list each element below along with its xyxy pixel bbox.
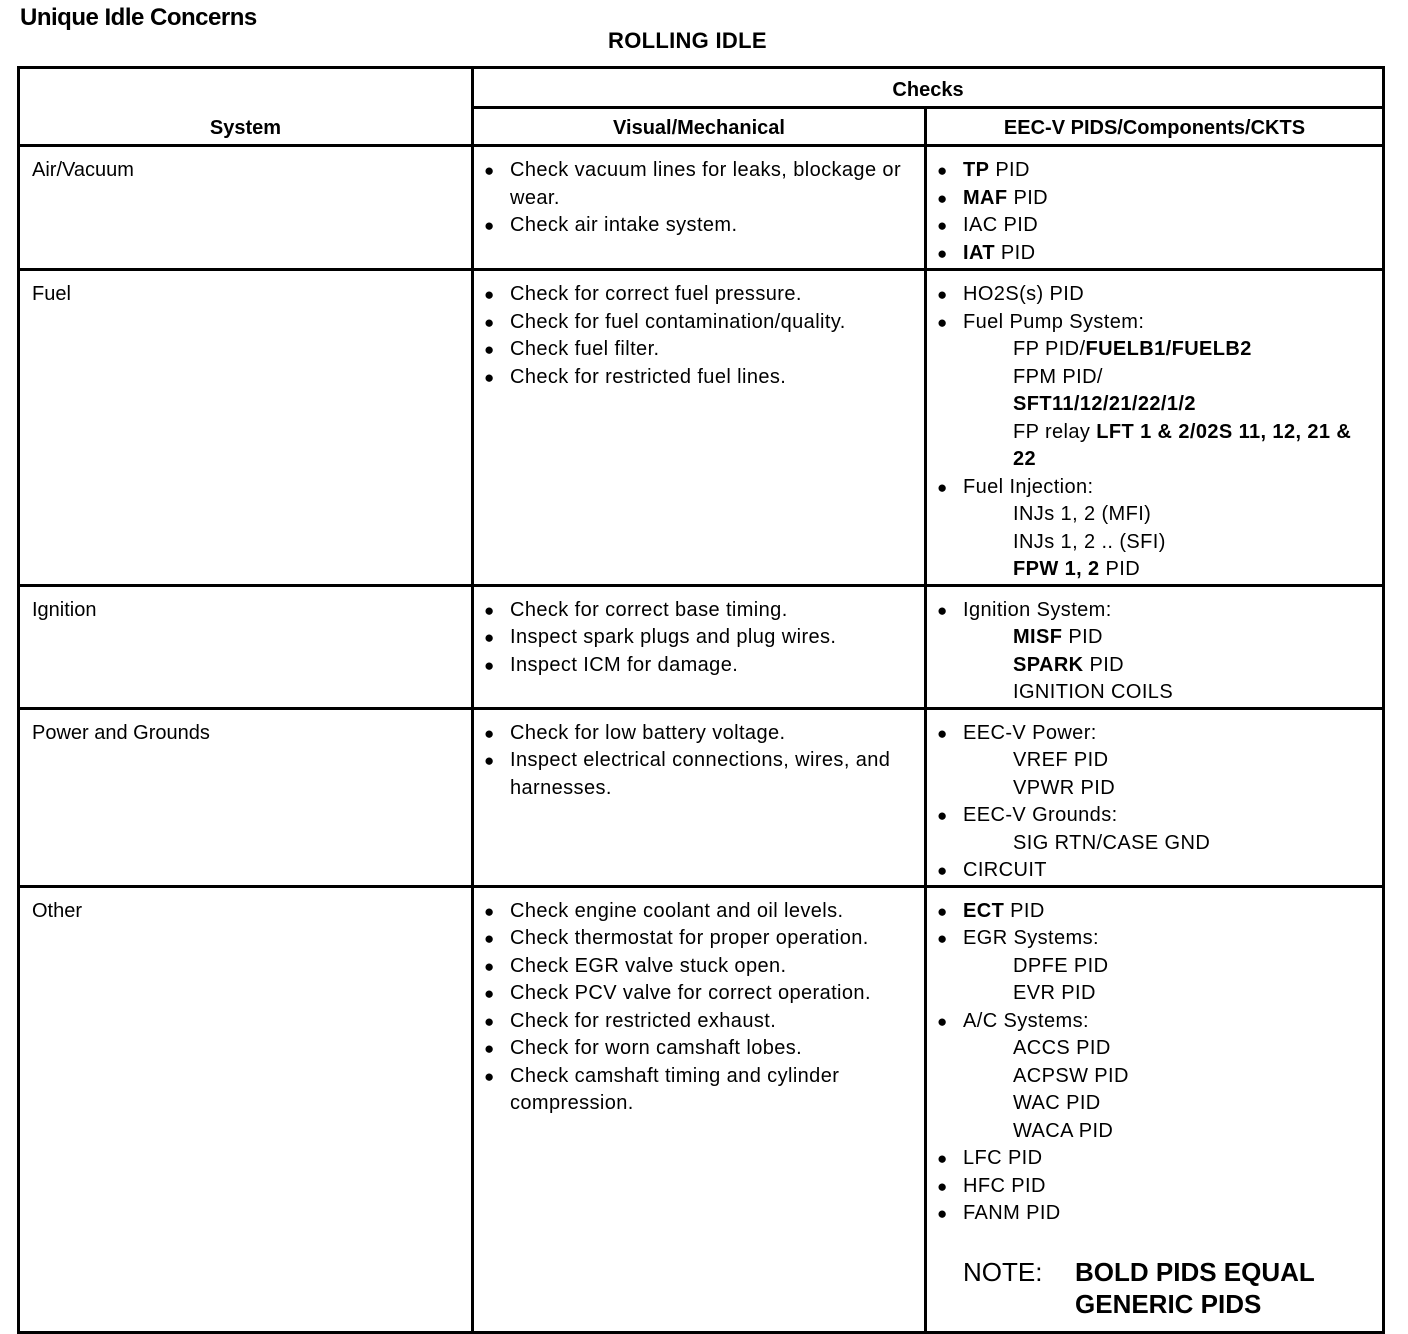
visual-cell <box>473 146 926 270</box>
visual-cell <box>473 270 926 586</box>
list-item: ● Check for correct fuel pressure. <box>484 281 918 309</box>
header-visual-mechanical: Visual/Mechanical <box>473 108 926 146</box>
list-item: ● IAC PID <box>937 212 1376 240</box>
list-item: ● Check engine coolant and oil levels. <box>484 898 918 926</box>
list-item: ● ECT PID <box>937 898 1376 926</box>
list-item: ● TP PID <box>937 157 1376 185</box>
list-item: ● Inspect ICM for damage. <box>484 652 918 680</box>
eec-cell <box>926 708 1384 886</box>
header-eec-v: EEC-V PIDS/Components/CKTS <box>926 108 1384 146</box>
list-item: ● A/C Systems: ACCS PID ACPSW PID WAC PID WACA PID <box>937 1008 1376 1146</box>
visual-cell <box>473 886 926 1332</box>
visual-cell <box>473 708 926 886</box>
header-checks: Checks <box>473 68 1384 108</box>
list-item: ● Check for low battery voltage. <box>484 720 918 748</box>
note-text: BOLD PIDS EQUAL GENERIC PIDS <box>1075 1256 1315 1319</box>
list-item: ● Check vacuum lines for leaks, blockage or wear. <box>484 157 918 212</box>
note <box>963 1256 1382 1320</box>
list-item: ● Inspect spark plugs and plug wires. <box>484 624 918 652</box>
list-item: ● Check PCV valve for correct operation. <box>484 980 918 1008</box>
list-item: ● Check for correct base timing. <box>484 597 918 625</box>
system-cell: Fuel <box>19 270 473 586</box>
list-item: ● Fuel Pump System: FP PID/FUELB1/FUELB2 FPM PID/ SFT11/12/21/22/1/2 FP relay LFT 1 & 2/02S 11, 12, 21 & 22 <box>937 309 1376 474</box>
eec-cell <box>926 146 1384 270</box>
list-item: ● FANM PID <box>937 1200 1376 1228</box>
system-cell: Ignition <box>19 585 473 708</box>
list-item: ● Check EGR valve stuck open. <box>484 953 918 981</box>
visual-cell <box>473 585 926 708</box>
table-title: ROLLING IDLE <box>608 28 767 53</box>
list-item: ● EEC-V Power: VREF PID VPWR PID <box>937 720 1376 803</box>
list-item: ● Check air intake system. <box>484 212 918 240</box>
list-item: ● MAF PID <box>937 185 1376 213</box>
list-item: ● Inspect electrical connections, wires, and harnesses. <box>484 747 918 802</box>
table-row <box>19 146 1384 270</box>
list-item: ● Check for fuel contamination/quality. <box>484 309 918 337</box>
rolling-idle-table <box>17 66 1385 1334</box>
list-item: ● LFC PID <box>937 1145 1376 1173</box>
list-item: ● Check thermostat for proper operation. <box>484 925 918 953</box>
document-title: Unique Idle Concerns <box>20 4 257 31</box>
list-item: ● Check camshaft timing and cylinder compression. <box>484 1063 918 1118</box>
system-cell: Power and Grounds <box>19 708 473 886</box>
header-system: System <box>19 68 473 146</box>
table-row <box>19 708 1384 886</box>
list-item: ● Fuel Injection: INJs 1, 2 (MFI) INJs 1, 2 .. (SFI) FPW 1, 2 PID <box>937 474 1376 584</box>
list-item: ● HFC PID <box>937 1173 1376 1201</box>
list-item: ● Check for worn camshaft lobes. <box>484 1035 918 1063</box>
table-row <box>19 270 1384 586</box>
eec-cell <box>926 585 1384 708</box>
list-item: ● EGR Systems: DPFE PID EVR PID <box>937 925 1376 1008</box>
eec-cell <box>926 270 1384 586</box>
system-cell: Air/Vacuum <box>19 146 473 270</box>
list-item: ● Ignition System: MISF PID SPARK PID IGNITION COILS <box>937 597 1376 707</box>
list-item: ● CIRCUIT <box>937 857 1376 885</box>
note-label: NOTE: <box>963 1256 1043 1287</box>
list-item: ● HO2S(s) PID <box>937 281 1376 309</box>
list-item: ● IAT PID <box>937 240 1376 268</box>
table-row <box>19 585 1384 708</box>
list-item: ● EEC-V Grounds: SIG RTN/CASE GND <box>937 802 1376 857</box>
system-cell: Other <box>19 886 473 1332</box>
list-item: ● Check for restricted fuel lines. <box>484 364 918 392</box>
list-item: ● Check for restricted exhaust. <box>484 1008 918 1036</box>
eec-cell <box>926 886 1384 1332</box>
list-item: ● Check fuel filter. <box>484 336 918 364</box>
table-row <box>19 886 1384 1332</box>
